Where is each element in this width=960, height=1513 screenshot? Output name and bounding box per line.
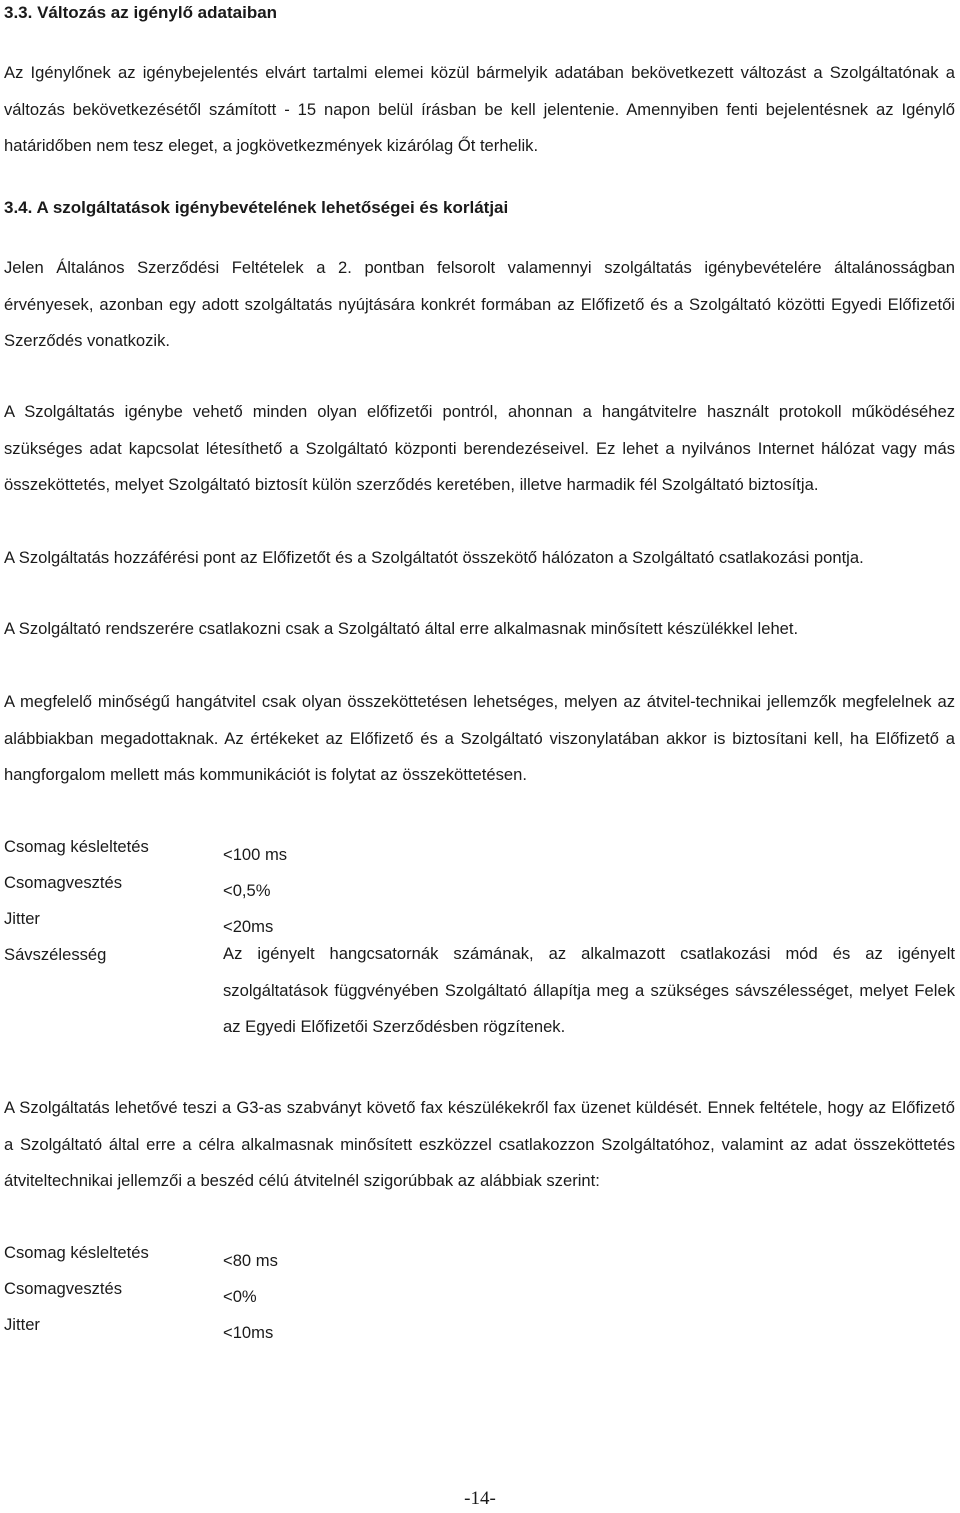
param-label: Csomagvesztés: [4, 873, 123, 892]
paragraph-access-points: A Szolgáltatás igénybe vehető minden olyan előfizetői pontról, ahonnan a hangátvitelre használt protokoll működéséhez szükséges adat kapcsolat létesíthető a Szolgáltató központi berendezéseivel. Ez lehet a nyilvános Internet hálózat vagy más összeköttetés, melyet Szolgáltató biztosít külön szerződés keretében, illetve harmadik fél Szolgáltató biztosítja.: [4, 402, 955, 494]
param-label: Jitter: [4, 1315, 40, 1334]
param-value: <0,5%: [223, 881, 271, 900]
paragraph-fax: A Szolgáltatás lehetővé teszi a G3-as szabványt követő fax készülékekről fax üzenet küldését. Ennek feltétele, hogy az Előfizető a Szolgáltató által erre a célra alkalmasnak minősített eszközzel csatlakozzon Szolgáltatóhoz, valamint az adat összeköttetés átviteltechnikai jellemzői a beszéd célú átvitelnél szigorúbbak az alábbiak szerint:: [4, 1098, 955, 1190]
paragraph-change-of-data: Az Igénylőnek az igénybejelentés elvárt tartalmi elemei közül bármelyik adatában bekövetkezett változást a Szolgáltatónak a változás bekövetkezésétől számított - 15 napon belül írásban be kell jelentenie. Amennyiben fenti bejelentésnek az Igénylő határidőben nem tesz eleget, a jogkövetkezmények kizárólag Őt terhelik.: [4, 63, 955, 155]
param-value: <80 ms: [223, 1251, 278, 1270]
section-heading-3-4: 3.4. A szolgáltatások igénybevételének lehetőségei és korlátjai: [4, 198, 509, 217]
paragraph-voice-quality: A megfelelő minőségű hangátvitel csak olyan összeköttetésen lehetséges, melyen az átvitel-technikai jellemzők megfelelnek az alábbiakban megadottaknak. Az értékeket az Előfizető és a Szolgáltató viszonylatában akkor is biztosítani kell, ha Előfizető a hangforgalom mellett más kommunikációt is folytat az összeköttetésen.: [4, 692, 955, 784]
paragraph-service-access-point: A Szolgáltatás hozzáférési pont az Előfizetőt és a Szolgáltatót összekötő hálózaton a Szolgáltató csatlakozási pontja.: [4, 548, 864, 567]
paragraph-general-terms: Jelen Általános Szerződési Feltételek a 2. pontban felsorolt valamennyi szolgáltatás igénybevételére általánosságban érvényesek, azonban egy adott szolgáltatás nyújtására konkrét formában az Előfizető és a Szolgáltató közötti Egyedi Előfizetői Szerződés vonatkozik.: [4, 258, 955, 350]
page-number: -14-: [464, 1488, 496, 1509]
section-heading-3-3: 3.3. Változás az igénylő adataiban: [4, 3, 278, 22]
param-label: Csomagvesztés: [4, 1279, 123, 1298]
param-label: Csomag késleltetés: [4, 1243, 149, 1262]
param-value: Az igényelt hangcsatornák számának, az alkalmazott csatlakozási mód és az igényelt szolgáltatások függvényében Szolgáltató állapítja meg a szükséges sávszélességet, melyet Felek az Egyedi Előfizetői Szerződésben rögzítenek.: [223, 944, 955, 1036]
param-label: Csomag késleltetés: [4, 837, 149, 856]
param-value: <20ms: [223, 917, 274, 936]
param-label: Sávszélesség: [4, 945, 107, 964]
param-value: <100 ms: [223, 845, 288, 864]
param-label: Jitter: [4, 909, 40, 928]
param-value: <10ms: [223, 1323, 274, 1342]
paragraph-certified-devices: A Szolgáltató rendszerére csatlakozni csak a Szolgáltató által erre alkalmasnak minősített készülékkel lehet.: [4, 619, 799, 638]
param-value: <0%: [223, 1287, 257, 1306]
